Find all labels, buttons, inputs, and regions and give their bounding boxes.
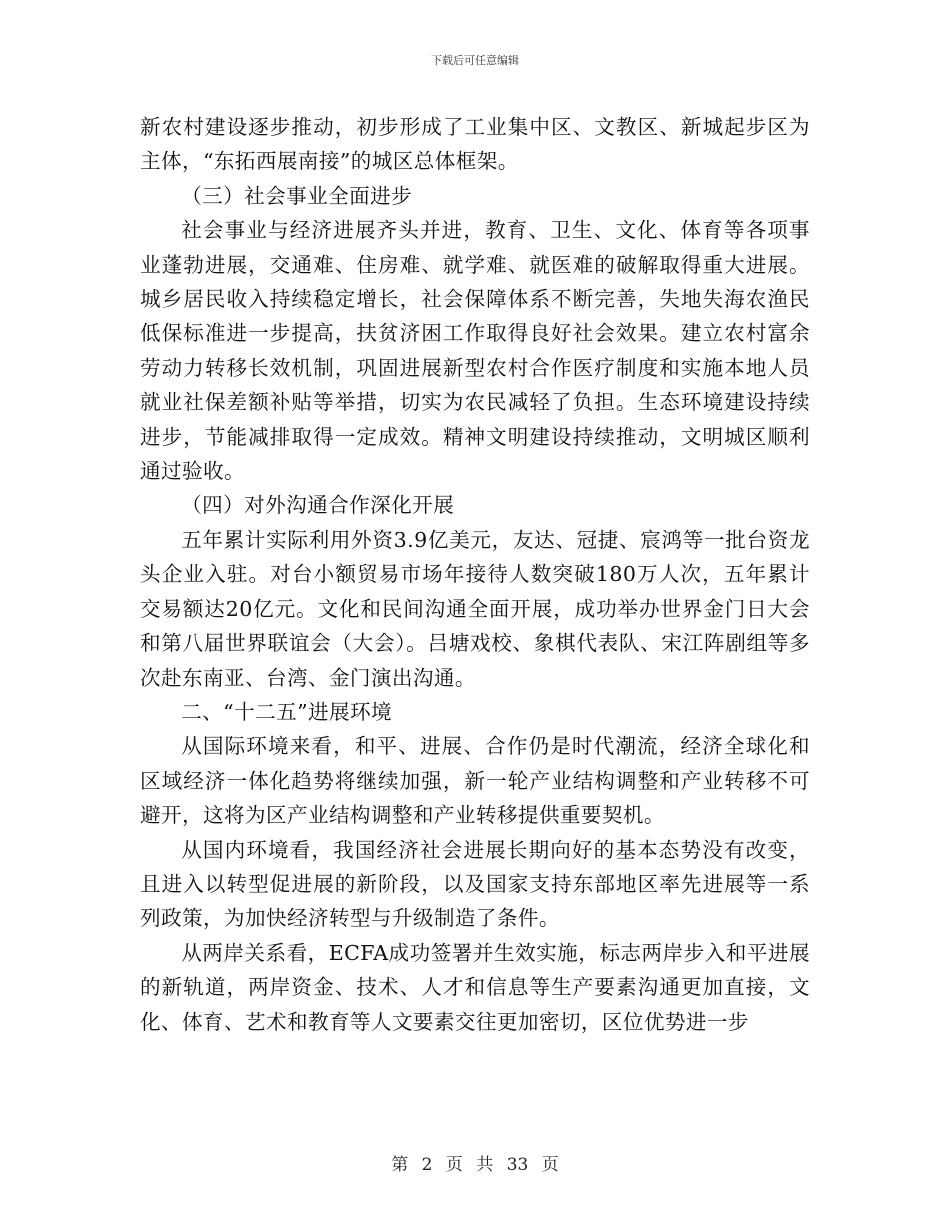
paragraph: 新农村建设逐步推动，初步形成了工业集中区、文教区、新城起步区为主体，“东拓西展南接”的城区总体框架。: [140, 115, 810, 174]
footer-prefix: 第: [391, 1155, 409, 1175]
page-footer: [0, 1154, 950, 1176]
paragraph: 从两岸关系看，ECFA成功签署并生效实施，标志两岸步入和平进展的新轨道，两岸资金、技术、人才和信息等生产要素沟通更加直接，文化、体育、艺术和教育等人文要素交往更加密切，区位优势进一步: [140, 940, 810, 1034]
footer-total-prefix: 共: [476, 1155, 494, 1175]
paragraph: 从国内环境看，我国经济社会进展长期向好的基本态势没有改变，且进入以转型促进展的新阶段，以及国家支持东部地区率先进展等一系列政策，为加快经济转型与升级制造了条件。: [140, 837, 810, 931]
section-heading: （四）对外沟通合作深化开展: [181, 493, 455, 518]
section-heading: 二、“十二五”进展环境: [181, 699, 392, 724]
footer-suffix: 页: [541, 1155, 559, 1175]
page-header: 下载后可任意编辑: [431, 54, 519, 67]
page-number: 2: [421, 1155, 433, 1175]
section-heading: （三）社会事业全面进步: [181, 183, 413, 208]
paragraph: 社会事业与经济进展齐头并进，教育、卫生、文化、体育等各项事业蓬勃进展，交通难、住房难、就学难、就医难的破解取得重大进展。城乡居民收入持续稳定增长，社会保障体系不断完善，失地失海农渔民低保标准进一步提高，扶贫济困工作取得良好社会效果。建立农村富余劳动力转移长效机制，巩固进展新型农村合作医疗制度和实施本地人员就业社保差额补贴等举措，切实为农民减轻了负担。生态环境建设持续进步，节能减排取得一定成效。精神文明建设持续推动，文明城区顺利通过验收。: [140, 218, 810, 484]
paragraph: 五年累计实际利用外资3.9亿美元，友达、冠捷、宸鸿等一批台资龙头企业入驻。对台小额贸易市场年接待人数突破180万人次，五年累计交易额达20亿元。文化和民间沟通全面开展，成功举办世界金门日大会和第八届世界联谊会（大会）。吕塘戏校、象棋代表队、宋江阵剧组等多次赴东南亚、台湾、金门演出沟通。: [140, 527, 810, 690]
footer-middle: 页: [445, 1155, 463, 1175]
paragraph: 从国际环境来看，和平、进展、合作仍是时代潮流，经济全球化和区域经济一体化趋势将继续加强，新一轮产业结构调整和产业转移不可避开，这将为区产业结构调整和产业转移提供重要契机。: [140, 734, 810, 828]
body-text: [140, 110, 810, 1039]
total-pages: 33: [506, 1155, 529, 1175]
